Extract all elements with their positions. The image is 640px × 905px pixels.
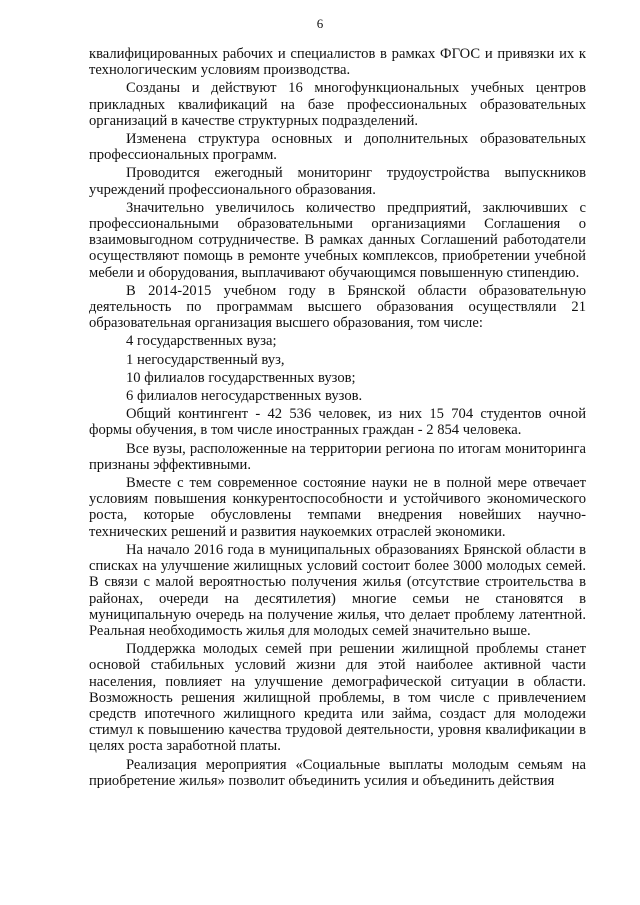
paragraph: Проводится ежегодный мониторинг трудоустройства выпускников учреждений профессионального образования. bbox=[89, 165, 586, 198]
page-number: 6 bbox=[316, 16, 324, 31]
paragraph: В 2014-2015 учебном году в Брянской области образовательную деятельность по программам высшего образования осуществляли 21 образовательная организация высшего образования, том числе: bbox=[89, 282, 586, 332]
paragraph: Вместе с тем современное состояние науки не в полной мере отвечает условиям повышения конкурентоспособности и устойчивого экономического роста, которые обусловлены темпами внедрения новейших научно-технических решений и развития наукоемких отраслей экономики. bbox=[89, 475, 586, 540]
list-item: 1 негосударственный вуз, bbox=[126, 351, 285, 368]
list-item: 6 филиалов негосударственных вузов. bbox=[126, 388, 363, 405]
paragraph: Общий контингент - 42 536 человек, из них 15 704 студентов очной формы обучения, в том числе иностранных граждан - 2 854 человека. bbox=[89, 406, 586, 439]
paragraph: На начало 2016 года в муниципальных образованиях Брянской области в списках на улучшение жилищных условий состоит более 3000 молодых семей. В связи с малой вероятностью получения жилья (отсутствие строительства в районах, очереди на десятилетия) многие семьи не становятся в муниципальную очередь на получение жилья, что делает проблему латентной. Реальная необходимость жилья для молодых семей значительно выше. bbox=[89, 541, 586, 639]
paragraph: Реализация мероприятия «Социальные выплаты молодым семьям на приобретение жилья» позволит объединить усилия и объединить действия bbox=[89, 756, 586, 789]
paragraph: Все вузы, расположенные на территории региона по итогам мониторинга признаны эффективными. bbox=[89, 440, 586, 473]
paragraph: Изменена структура основных и дополнительных образовательных профессиональных программ. bbox=[89, 131, 586, 164]
paragraph: Значительно увеличилось количество предприятий, заключивших с профессиональными образовательными организациями Соглашения о взаимовыгодном сотрудничестве. В рамках данных Соглашений работодатели осуществляют помощь в ремонте учебных комплексов, приобретении учебной мебели и оборудования, выплачивают обучающимся повышенную стипендию. bbox=[89, 199, 586, 281]
paragraph: квалифицированных рабочих и специалистов в рамках ФГОС и привязки их к технологическим условиям производства. bbox=[89, 46, 586, 79]
paragraph: Созданы и действуют 16 многофункциональных учебных центров прикладных квалификаций на базе профессиональных образовательных организаций в качестве структурных подразделений. bbox=[89, 80, 586, 129]
paragraph: Поддержка молодых семей при решении жилищной проблемы станет основой стабильных условий жизни для этой наиболее активной части населения, повлияет на улучшение демографической ситуации в области. Возможность решения жилищной проблемы, в том числе с привлечением средств ипотечного жилищного кредита или займа, создаст для молодежи стимул к повышению качества трудовой деятельности, уровня квалификации в целях роста заработной платы. bbox=[89, 641, 586, 755]
document-body bbox=[89, 46, 586, 791]
list-item: 4 государственных вуза; bbox=[126, 333, 277, 350]
list-item: 10 филиалов государственных вузов; bbox=[126, 369, 356, 386]
